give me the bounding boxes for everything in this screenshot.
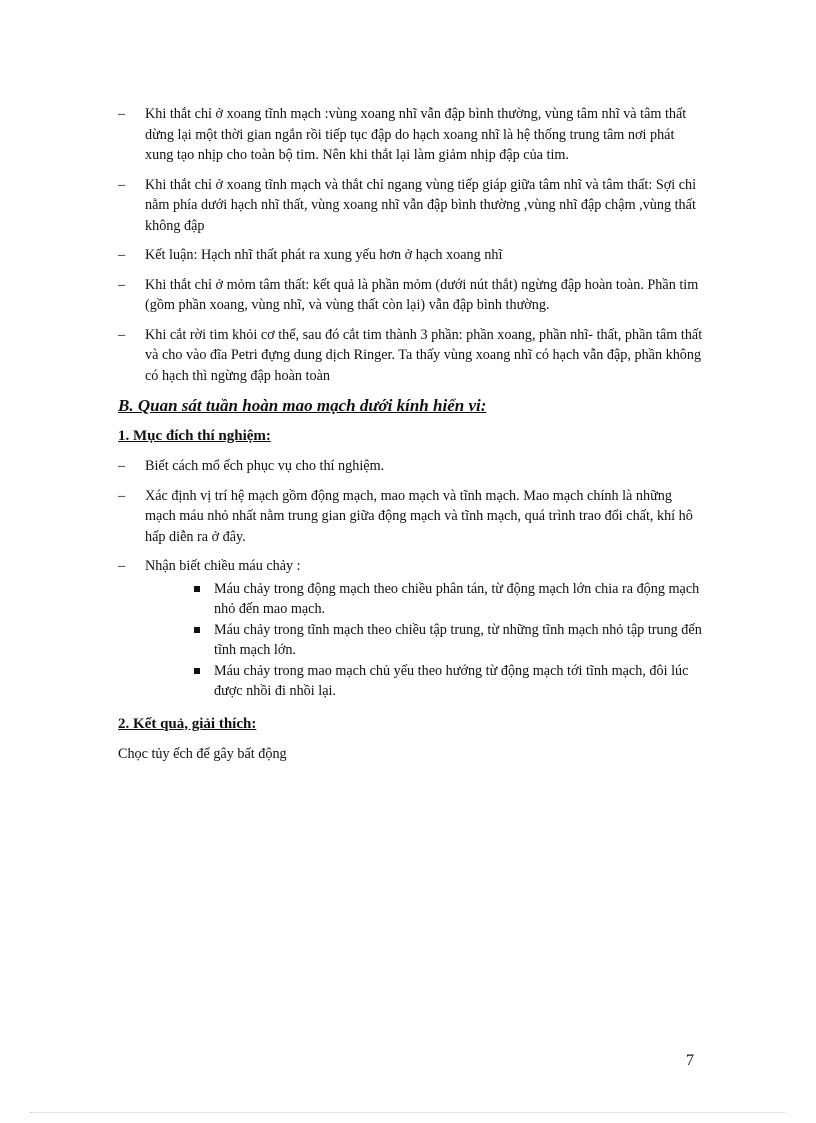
sub-list-item-text: Máu chảy trong mao mạch chủ yếu theo hướng từ động mạch tới tĩnh mạch, đôi lúc được nhồi đi nhồi lại. [214, 662, 689, 699]
document-body [118, 104, 703, 764]
list-item-text: Biết cách mổ ếch phục vụ cho thí nghiệm. [145, 458, 385, 474]
dash-bullet: – [118, 247, 126, 263]
dash-bullet: – [118, 106, 126, 122]
page-number: 7 [686, 1052, 694, 1069]
list-item-text: Khi thắt chỉ ở xoang tĩnh mạch :vùng xoang nhĩ vẫn đập bình thường, vùng tâm nhĩ và tâm thất dừng lại một thời gian ngắn rồi tiếp tục đập do hạch xoang nhĩ là hệ thống trung tâm nơi phát xung tạo nhịp cho toàn bộ tim. Nên khi thắt lại làm giảm nhịp đập của tim. [145, 106, 687, 163]
sub-list-item [118, 579, 703, 620]
page-bottom-divider [30, 1112, 786, 1113]
list-item-text: Khi cắt rời tim khỏi cơ thể, sau đó cắt tim thành 3 phần: phần xoang, phần nhĩ- thất, phần tâm thất và cho vào đĩa Petri đựng dung dịch Ringer. Ta thấy vùng xoang nhĩ có hạch vẫn đập, phần không có hạch thì ngừng đập hoàn toàn [145, 326, 703, 384]
dash-bullet: – [118, 176, 126, 193]
sub-list-item [118, 661, 703, 702]
square-bullet-icon [194, 668, 200, 674]
subsection-results-title: 2. Kết quả, giải thích: [118, 715, 257, 732]
section-b-title: B. Quan sát tuần hoàn mao mạch dưới kính hiển vi: [118, 396, 487, 415]
list-item-text: Xác định vị trí hệ mạch gồm động mạch, mao mạch và tĩnh mạch. Mao mạch chính là những mạch máu nhỏ nhất nằm trung gian giữa động mạch và tĩnh mạch, quá trình trao đổi chất, khí hô hấp diễn ra ở đây. [145, 487, 693, 545]
sub-list-item-text: Máu chảy trong động mạch theo chiều phân tán, từ động mạch lớn chia ra động mạch nhỏ đến mao mạch. [214, 580, 700, 617]
dash-bullet: – [118, 458, 126, 474]
list-item [118, 556, 703, 577]
dash-bullet: – [118, 326, 126, 343]
square-bullet-icon [194, 627, 200, 633]
blood-flow-sublist [118, 579, 703, 702]
list-item [118, 175, 703, 237]
dash-bullet: – [118, 276, 126, 293]
list-item-text: Khi thắt chỉ ở xoang tĩnh mạch và thắt chỉ ngang vùng tiếp giáp giữa tâm nhĩ và tâm thất: Sợi chỉ nằm phía dưới hạch nhĩ thất, vùng xoang nhĩ vẫn đập bình thường ,vùng nhĩ đập chậm ,vùng thất không đập [145, 176, 697, 234]
list-item [118, 486, 703, 548]
list-item [118, 456, 703, 477]
list-item [118, 325, 703, 387]
result-paragraph: Chọc tủy ếch để gây bất động [118, 745, 287, 762]
list-item [118, 104, 703, 166]
subsection-purpose-title: 1. Mục đích thí nghiệm: [118, 428, 271, 444]
dash-bullet: – [118, 558, 126, 574]
sub-list-item [118, 620, 703, 661]
list-item [118, 245, 703, 266]
list-item [118, 275, 703, 316]
list-item-text: Kết luận: Hạch nhĩ thất phát ra xung yếu hơn ở hạch xoang nhĩ [145, 247, 503, 263]
sub-list-item-text: Máu chảy trong tĩnh mạch theo chiều tập trung, từ những tĩnh mạch nhỏ tập trung đến tĩnh mạch lớn. [214, 621, 702, 658]
list-item-text: Khi thắt chỉ ở mỏm tâm thất: kết quả là phần mỏm (dưới nút thắt) ngừng đập hoàn toàn. Phần tim (gồm phần xoang, vùng nhĩ, và vùng thất còn lại) vẫn đập bình thường. [145, 276, 699, 313]
list-item-text: Nhận biết chiều máu chảy : [145, 558, 301, 574]
dash-bullet: – [118, 487, 126, 504]
square-bullet-icon [194, 586, 200, 592]
